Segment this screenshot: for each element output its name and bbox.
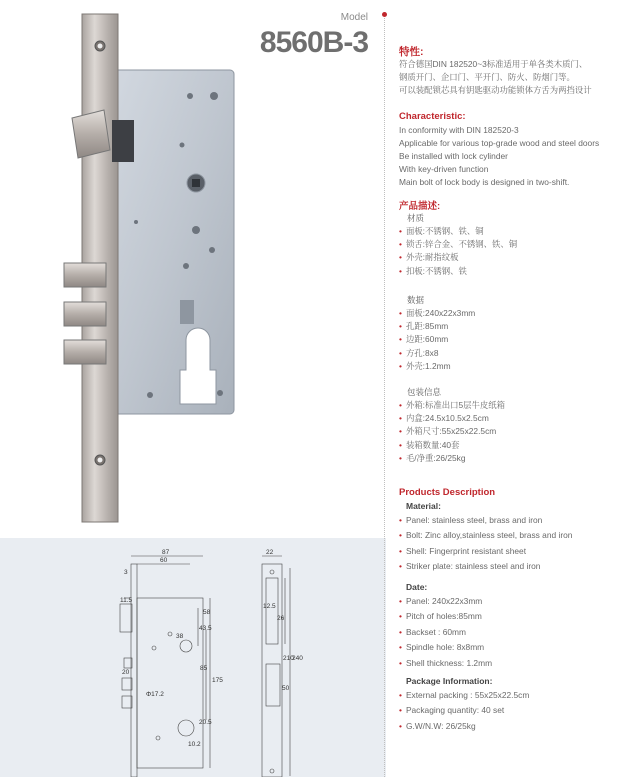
- dim-20-5: 20.5: [199, 719, 212, 726]
- dim-85: 85: [200, 665, 208, 672]
- characteristic-line: With key-driven function: [399, 164, 489, 174]
- list-item: • 外壳:1.2mm: [399, 360, 451, 371]
- list-item: • Spindle hole: 8x8mm: [399, 642, 485, 653]
- material-en-title: Material:: [406, 501, 441, 511]
- material-en-list: [399, 513, 572, 575]
- dimension-drawing: [0, 538, 386, 777]
- dim-3: 3: [124, 569, 128, 576]
- dim-240: 240: [292, 655, 303, 662]
- features-cn-line: 钢质开门、企口门、平开门、防火、防烟门等。: [399, 72, 575, 82]
- model-number: 8560B-3: [259, 26, 368, 59]
- dotted-divider: [384, 18, 385, 777]
- characteristic-line: In conformity with DIN 182520-3: [399, 125, 519, 135]
- characteristic-text: [399, 124, 599, 189]
- list-item: • Panel: 240x22x3mm: [399, 596, 483, 606]
- list-item: • Panel: stainless steel, brass and iron: [399, 515, 543, 525]
- list-item: • 扣板:不锈钢、铁: [399, 265, 467, 276]
- characteristic-line: Applicable for various top-grade wood and steel doors: [399, 138, 600, 148]
- dim-58: 58: [203, 609, 211, 616]
- data-en-list: [399, 594, 492, 671]
- list-item: • External packing : 55x25x22.5cm: [399, 690, 530, 700]
- dim-26: 26: [277, 615, 285, 622]
- list-item: • Pitch of holes:85mm: [399, 611, 482, 622]
- list-item: • 外箱:标准出口5层牛皮纸箱: [399, 400, 506, 410]
- list-item: • 装箱数量:40套: [399, 439, 460, 450]
- features-cn-line: 可以装配锁芯具有钥匙驱动功能锁体方舌为两挡设计: [399, 85, 592, 95]
- model-label: Model: [340, 12, 368, 23]
- data-cn-list: [399, 307, 475, 373]
- list-item: • Backset : 60mm: [399, 626, 466, 637]
- package-en-list: [399, 688, 529, 734]
- list-item: • 边距:60mm: [399, 334, 449, 345]
- list-item: • Shell thickness: 1.2mm: [399, 657, 493, 668]
- dim-87: 87: [162, 549, 170, 556]
- features-cn-text: [399, 58, 592, 97]
- dim-12-5: 12.5: [263, 603, 276, 610]
- dim-43-5: 43.5: [199, 625, 212, 632]
- list-item: • Bolt: Zinc alloy,stainless steel, brass and iron: [399, 530, 573, 541]
- product-en-heading: Products Description: [399, 487, 496, 498]
- data-en-title: Date:: [406, 582, 428, 592]
- list-item: • 面板:不锈钢、铁、铜: [399, 226, 484, 236]
- package-cn-list: [399, 399, 505, 465]
- characteristic-line: Be installed with lock cylinder: [399, 151, 508, 161]
- features-cn-heading: 特性:: [399, 46, 424, 58]
- list-item: • 方孔:8x8: [399, 347, 439, 358]
- dim-60: 60: [160, 557, 168, 564]
- list-item: • Striker plate: stainless steel and iron: [399, 561, 541, 572]
- list-item: • 外箱尺寸:55x25x22.5cm: [399, 426, 497, 437]
- dim-20: 20: [122, 669, 130, 676]
- list-item: • 孔距:85mm: [399, 321, 449, 332]
- list-item: • Packaging quantity: 40 set: [399, 705, 505, 716]
- characteristic-heading: Characteristic:: [399, 111, 466, 122]
- characteristic-line: Main bolt of lock body is designed in two-shift.: [399, 177, 570, 187]
- product-cn-heading: 产品描述:: [399, 201, 441, 212]
- data-cn-title: 数据: [407, 295, 425, 305]
- list-item: • Shell: Fingerprint resistant sheet: [399, 545, 527, 556]
- package-en-title: Package Information:: [406, 676, 493, 686]
- dim-11-5: 11.5: [120, 597, 133, 604]
- dim-phi-17-2: Φ17.2: [146, 691, 164, 698]
- dim-210: 210: [283, 655, 294, 662]
- dim-22: 22: [266, 549, 274, 556]
- dim-38: 38: [176, 633, 184, 640]
- list-item: • 锁舌:锌合金、不锈钢、铁、铜: [399, 239, 518, 250]
- mortise-lock-photo: [0, 0, 386, 538]
- list-item: • 毛/净重:26/25kg: [399, 452, 466, 463]
- dim-50: 50: [282, 685, 290, 692]
- list-item: • 面板:240x22x3mm: [399, 308, 476, 318]
- dim-175: 175: [212, 677, 223, 684]
- material-cn-list: [399, 225, 517, 278]
- material-cn-title: 材质: [407, 213, 425, 223]
- list-item: • 外壳:耐指纹板: [399, 252, 459, 263]
- package-cn-title: 包装信息: [407, 387, 442, 397]
- dim-10-2: 10.2: [188, 741, 201, 748]
- features-cn-line: 符合德国DIN 182520~3标准适用于单各类木质门、: [399, 59, 588, 69]
- divider-dot: [382, 12, 387, 17]
- list-item: • 内盒:24.5x10.5x2.5cm: [399, 413, 489, 424]
- product-photo: [0, 0, 386, 538]
- list-item: • G.W/N.W: 26/25kg: [399, 720, 476, 731]
- technical-drawing: [0, 538, 386, 777]
